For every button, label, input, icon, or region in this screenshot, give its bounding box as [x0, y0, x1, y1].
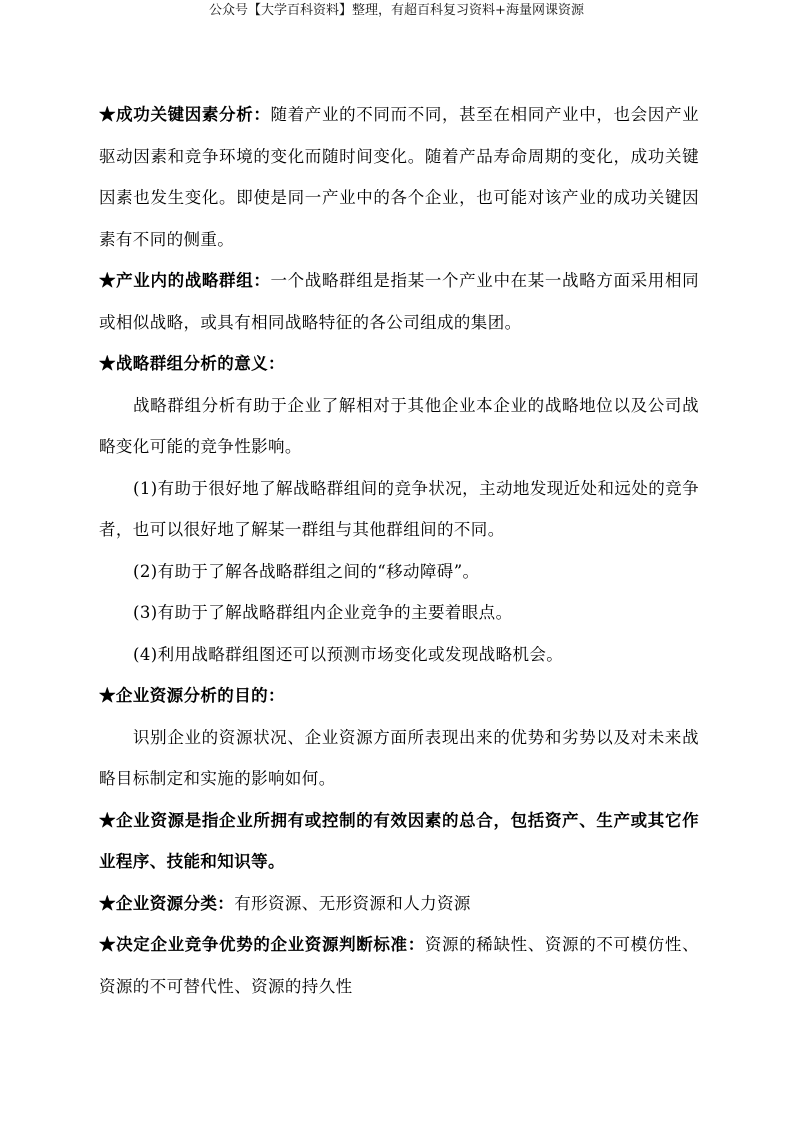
paragraph-resource-definition: ★企业资源是指企业所拥有或控制的有效因素的总合，包括资产、生产或其它作业程序、技能和知识等。 — [99, 810, 699, 871]
heading-strategic-group-significance — [99, 343, 699, 385]
paragraph-strategic-groups — [99, 260, 699, 343]
page-header-watermark: 公众号【大学百科资料】整理，有超百科复习资料+海量网课资源 — [209, 3, 584, 18]
paragraph-resource-criteria — [99, 924, 699, 1007]
document-body — [99, 94, 699, 1007]
heading-strategic-groups: ★产业内的战略群组： — [99, 271, 271, 290]
text-strategic-groups: 一个战略群组是指某一个产业中在某一战略方面采用相同或相似战略，或具有相同战略特征的各公司组成的集团。 — [99, 271, 699, 332]
text-key-success-factors: 随着产业的不同而不同，甚至在相同产业中，也会因产业驱动因素和竞争环境的变化而随时间变化。随着产品寿命周期的变化，成功关键因素也发生变化。即使是同一产业中的各个企业，也可能对该产业的成功关键因素有不同的侧重。 — [99, 105, 699, 249]
paragraph-significance-intro: 战略群组分析有助于企业了解相对于其他企业本企业的战略地位以及公司战略变化可能的竞争性影响。 — [99, 395, 699, 456]
heading-resource-analysis-purpose — [99, 675, 699, 717]
list-item-significance-3: (3)有助于了解战略群组内企业竞争的主要着眼点。 — [133, 603, 513, 622]
paragraph-resource-classification — [99, 883, 699, 925]
heading-resource-classification: ★企业资源分类： — [99, 893, 235, 913]
list-item-significance-2: (2)有助于了解各战略群组之间的“移动障碍”。 — [133, 561, 480, 581]
heading-resource-analysis-purpose-label: ★企业资源分析的目的： — [99, 686, 285, 705]
paragraph-key-success-factors — [99, 94, 699, 260]
heading-strategic-group-significance-label: ★战略群组分析的意义： — [99, 354, 285, 373]
text-resource-criteria: 资源的稀缺性、资源的不可模仿性、资源的不可替代性、资源的持久性 — [99, 935, 699, 996]
heading-resource-criteria: ★决定企业竞争优势的企业资源判断标准： — [99, 935, 425, 954]
list-item-significance-1: (1)有助于很好地了解战略群组间的竞争状况，主动地发现近处和远处的竞争者，也可以很好地了解某一群组与其他群组间的不同。 — [99, 478, 699, 539]
list-item-significance-4: (4)利用战略群组图还可以预测市场变化或发现战略机会。 — [133, 644, 564, 664]
paragraph-resource-analysis-purpose: 识别企业的资源状况、企业资源方面所表现出来的优势和劣势以及对未来战略目标制定和实施的影响如何。 — [99, 727, 699, 788]
text-resource-classification: 有形资源、无形资源和人力资源 — [234, 893, 471, 913]
heading-key-success-factors: ★成功关键因素分析： — [99, 105, 271, 124]
